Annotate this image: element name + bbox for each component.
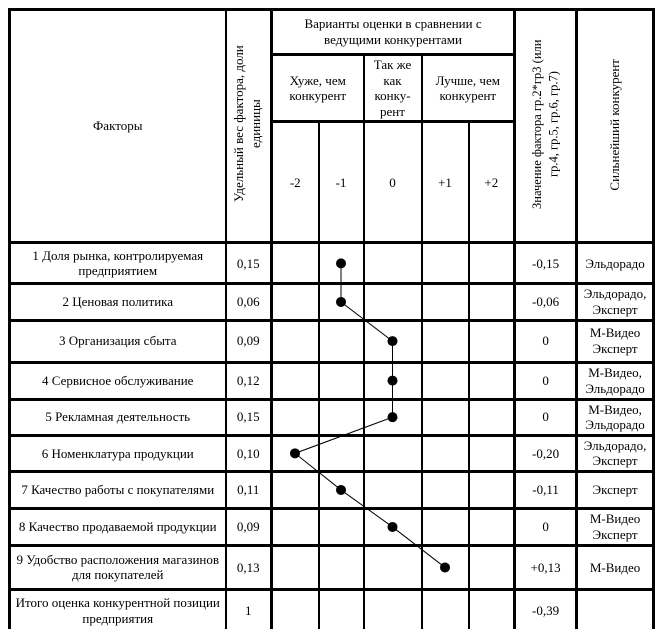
score-cell (422, 320, 469, 362)
score-cell (422, 435, 469, 471)
value-cell: 0 (515, 508, 577, 545)
score-cell (422, 284, 469, 320)
score-cell (364, 545, 422, 589)
strongest-competitor-header (577, 10, 654, 243)
factor-cell: 4 Сервисное обслуживание (10, 362, 226, 399)
score-cell (319, 508, 364, 545)
score-cell (364, 362, 422, 399)
weight-cell: 1 (226, 589, 272, 629)
table-row (10, 508, 654, 545)
factor-cell: 9 Удобство расположения магазинов для покупателей (10, 545, 226, 589)
score-cell (319, 545, 364, 589)
competitor-cell: М-Видео (577, 545, 654, 589)
score-cell (469, 471, 515, 508)
score-cell (272, 471, 319, 508)
weight-cell: 0,13 (226, 545, 272, 589)
score-cell (319, 320, 364, 362)
table-row (10, 362, 654, 399)
competitor-cell: М-Видео, Эльдорадо (577, 399, 654, 435)
value-cell: -0,39 (515, 589, 577, 629)
score-cell (272, 435, 319, 471)
table-row (10, 589, 654, 629)
factor-cell: 8 Качество продаваемой продукции (10, 508, 226, 545)
variants-group-header (272, 10, 515, 55)
score-cell (319, 589, 364, 629)
score-cell (469, 320, 515, 362)
value-cell: 0 (515, 320, 577, 362)
score-cell (319, 243, 364, 284)
worse-header (272, 55, 364, 122)
score-cell (469, 399, 515, 435)
score-cell (422, 589, 469, 629)
score-cell (364, 589, 422, 629)
score-cell (272, 320, 319, 362)
score-cell (364, 320, 422, 362)
table-row (10, 435, 654, 471)
weight-cell: 0,11 (226, 471, 272, 508)
score-cell (272, 399, 319, 435)
weight-cell: 0,15 (226, 399, 272, 435)
score-cell (364, 284, 422, 320)
competitive-position-table (8, 8, 655, 629)
score-cell (319, 435, 364, 471)
score-cell (272, 284, 319, 320)
factor-cell: Итого оценка конкурентной позиции предприятия (10, 589, 226, 629)
competitor-cell: М-Видео Эксперт (577, 508, 654, 545)
score-cell (364, 243, 422, 284)
score-scale-zero: 0 (364, 122, 422, 243)
score-cell (364, 508, 422, 545)
competitor-cell: Эльдорадо, Эксперт (577, 284, 654, 320)
factor-cell: 5 Рекламная деятельность (10, 399, 226, 435)
factor-cell: 1 Доля рынка, контролируемая предприятием (10, 243, 226, 284)
competitor-cell: Эльдорадо (577, 243, 654, 284)
value-header-label: Значение фактора гр.2*гр3 (или гр.4, гр.5, гр.6, гр.7) (530, 39, 561, 210)
table-row (10, 243, 654, 284)
same-header-label: Так же как конку-рент (373, 57, 412, 119)
score-cell (272, 508, 319, 545)
score-cell (422, 243, 469, 284)
value-cell: -0,20 (515, 435, 577, 471)
score-cell (319, 399, 364, 435)
factors-header (10, 10, 226, 243)
score-cell (319, 362, 364, 399)
factor-cell: 3 Организация сбыта (10, 320, 226, 362)
table-row (10, 399, 654, 435)
competitor-cell: Эксперт (577, 471, 654, 508)
score-cell (364, 471, 422, 508)
same-header (364, 55, 422, 122)
score-scale-minus1: -1 (319, 122, 364, 243)
better-header (422, 55, 515, 122)
score-cell (469, 589, 515, 629)
score-cell (469, 435, 515, 471)
score-cell (272, 362, 319, 399)
score-scale-plus1: +1 (422, 122, 469, 243)
competitor-cell: Эльдорадо, Эксперт (577, 435, 654, 471)
score-cell (319, 471, 364, 508)
value-cell: 0 (515, 399, 577, 435)
table-head (10, 10, 654, 243)
factor-cell: 6 Номенклатура продукции (10, 435, 226, 471)
score-cell (364, 435, 422, 471)
worse-header-label: Хуже, чем конкурент (289, 72, 347, 104)
score-cell (469, 243, 515, 284)
score-cell (469, 284, 515, 320)
table-body (10, 243, 654, 629)
better-header-label: Лучше, чем конкурент (435, 72, 500, 104)
weight-cell: 0,09 (226, 508, 272, 545)
score-cell (422, 508, 469, 545)
score-cell (272, 589, 319, 629)
factor-cell: 2 Ценовая политика (10, 284, 226, 320)
table-row (10, 471, 654, 508)
weight-cell: 0,10 (226, 435, 272, 471)
score-cell (422, 399, 469, 435)
competitor-cell: М-Видео Эксперт (577, 320, 654, 362)
variants-group-label: Варианты оценки в сравнении с ведущими конкурентами (304, 16, 482, 47)
weight-cell: 0,12 (226, 362, 272, 399)
score-cell (422, 471, 469, 508)
table-row (10, 545, 654, 589)
score-cell (319, 284, 364, 320)
factors-header-label: Факторы (93, 118, 143, 134)
value-cell: 0 (515, 362, 577, 399)
value-header (515, 10, 577, 243)
competitor-cell (577, 589, 654, 629)
factor-cell: 7 Качество работы с покупателями (10, 471, 226, 508)
score-cell (422, 545, 469, 589)
weight-cell: 0,09 (226, 320, 272, 362)
weight-header-label: Удельный вес фактора, доли единицы (231, 46, 264, 203)
score-scale-minus2: -2 (272, 122, 319, 243)
weight-cell: 0,15 (226, 243, 272, 284)
score-scale-plus2: +2 (469, 122, 515, 243)
score-cell (469, 545, 515, 589)
value-cell: -0,15 (515, 243, 577, 284)
score-cell (469, 362, 515, 399)
table-row (10, 320, 654, 362)
table-row (10, 284, 654, 320)
score-cell (272, 545, 319, 589)
weight-cell: 0,06 (226, 284, 272, 320)
value-cell: -0,06 (515, 284, 577, 320)
strongest-competitor-label: Сильнейший конкурент (606, 58, 622, 191)
score-cell (469, 508, 515, 545)
value-cell: -0,11 (515, 471, 577, 508)
score-cell (422, 362, 469, 399)
value-cell: +0,13 (515, 545, 577, 589)
competitor-cell: М-Видео, Эльдорадо (577, 362, 654, 399)
score-cell (272, 243, 319, 284)
weight-header (226, 10, 272, 243)
score-cell (364, 399, 422, 435)
